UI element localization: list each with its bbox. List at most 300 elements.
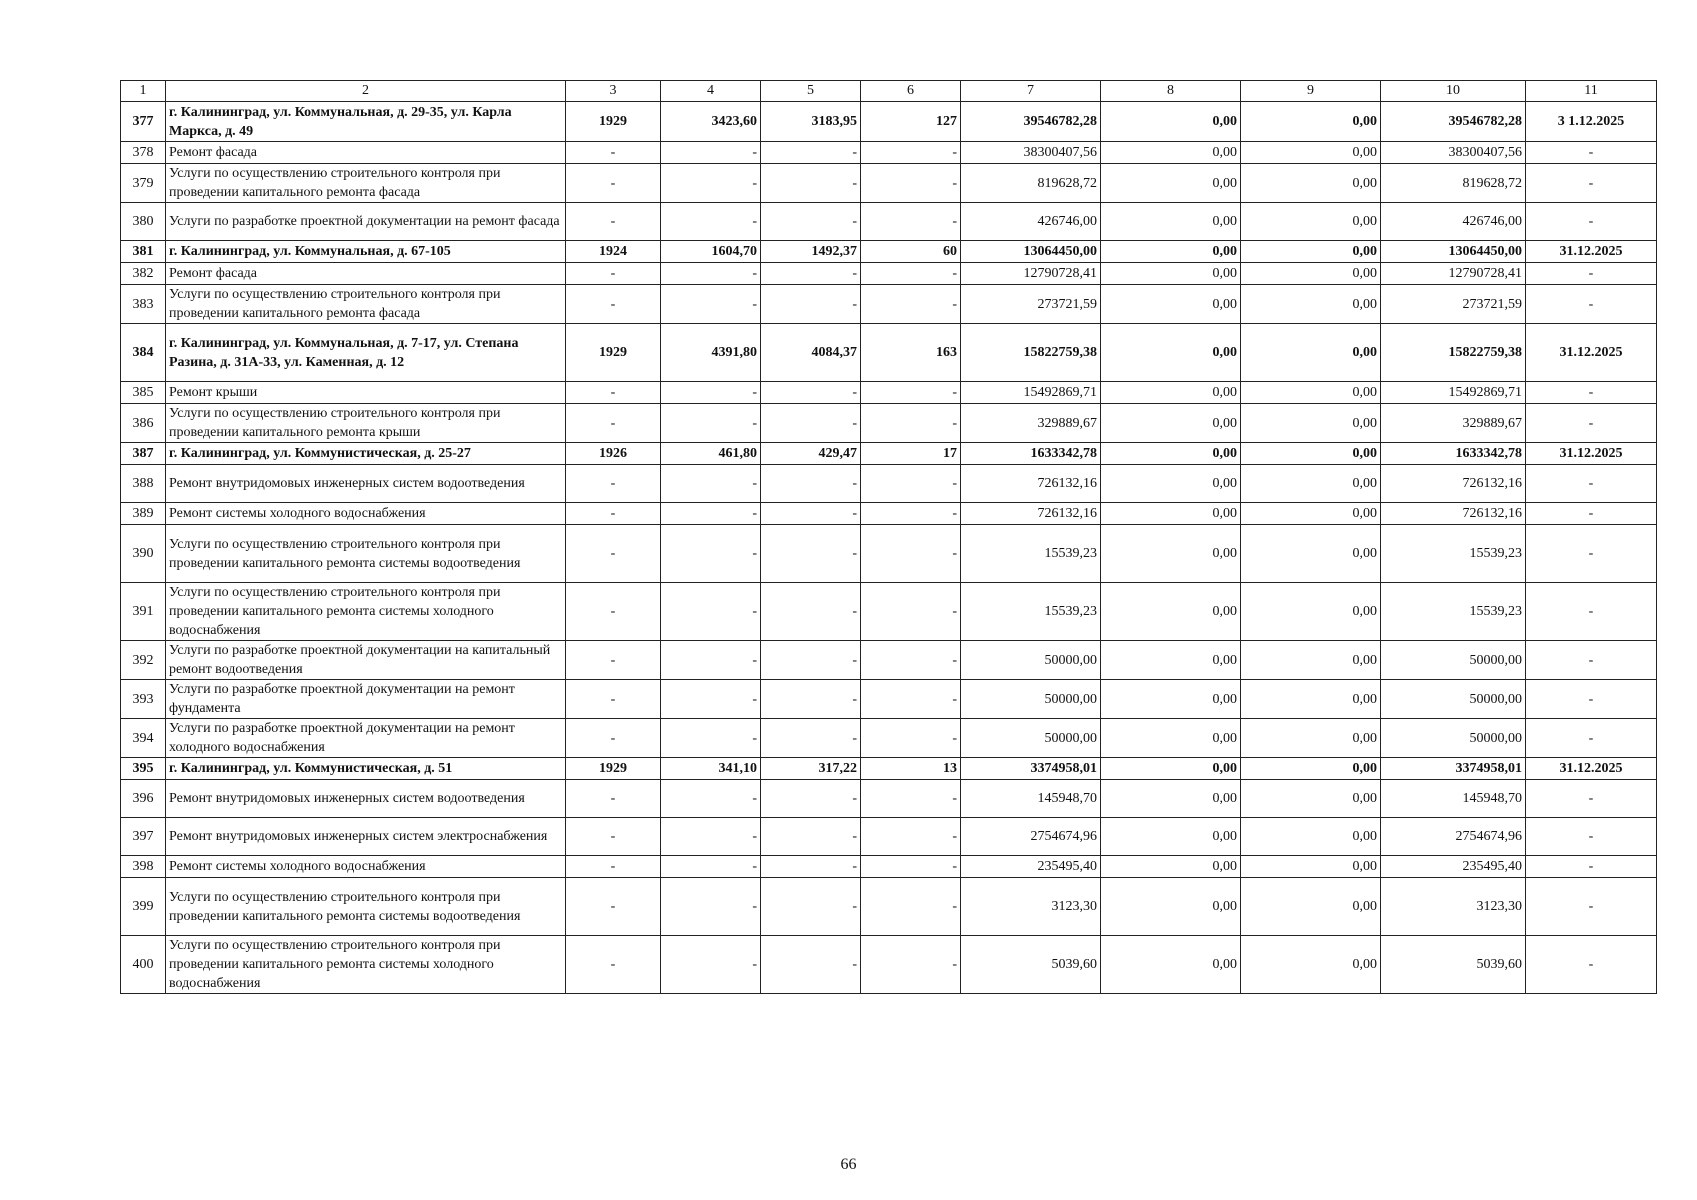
table-row <box>121 241 1657 263</box>
total-area-cell: - <box>661 583 761 641</box>
table-row <box>121 878 1657 936</box>
address-or-work-cell: Ремонт фасада <box>166 142 566 164</box>
column-number-10: 10 <box>1381 81 1526 102</box>
owner-funds-cell: 726132,16 <box>1381 465 1526 503</box>
federal-funds-cell: 0,00 <box>1101 680 1241 719</box>
row-number-cell: 379 <box>121 164 166 203</box>
residents-count-cell: - <box>861 680 961 719</box>
row-number-cell: 380 <box>121 203 166 241</box>
residents-count-cell: - <box>861 856 961 878</box>
total-area-cell: - <box>661 465 761 503</box>
address-or-work-cell: Ремонт крыши <box>166 382 566 404</box>
address-or-work-cell: г. Калининград, ул. Коммунальная, д. 7-17, ул. Степана Разина, д. 31А-33, ул. Каменная, д. 12 <box>166 324 566 382</box>
residents-count-cell: 17 <box>861 443 961 465</box>
federal-funds-cell: 0,00 <box>1101 241 1241 263</box>
commissioning-year-cell: - <box>566 680 661 719</box>
regional-funds-cell: 0,00 <box>1241 443 1381 465</box>
owner-funds-cell: 1633342,78 <box>1381 443 1526 465</box>
owner-funds-cell: 726132,16 <box>1381 503 1526 525</box>
residents-count-cell: - <box>861 263 961 285</box>
residents-count-cell: - <box>861 203 961 241</box>
owner-funds-cell: 273721,59 <box>1381 285 1526 324</box>
residents-count-cell: - <box>861 780 961 818</box>
total-area-cell: - <box>661 382 761 404</box>
row-number-cell: 391 <box>121 583 166 641</box>
residents-count-cell: - <box>861 164 961 203</box>
residents-count-cell: - <box>861 503 961 525</box>
table-body <box>121 81 1657 994</box>
table-row <box>121 525 1657 583</box>
address-or-work-cell: Ремонт внутридомовых инженерных систем электроснабжения <box>166 818 566 856</box>
total-cost-cell: 329889,67 <box>961 404 1101 443</box>
federal-funds-cell: 0,00 <box>1101 780 1241 818</box>
table-row <box>121 443 1657 465</box>
federal-funds-cell: 0,00 <box>1101 936 1241 994</box>
commissioning-year-cell: - <box>566 936 661 994</box>
total-area-cell: - <box>661 525 761 583</box>
regional-funds-cell: 0,00 <box>1241 525 1381 583</box>
commissioning-year-cell: - <box>566 583 661 641</box>
federal-funds-cell: 0,00 <box>1101 203 1241 241</box>
owner-funds-cell: 5039,60 <box>1381 936 1526 994</box>
total-area-cell: - <box>661 641 761 680</box>
owner-funds-cell: 3123,30 <box>1381 878 1526 936</box>
premises-area-cell: - <box>761 719 861 758</box>
regional-funds-cell: 0,00 <box>1241 404 1381 443</box>
commissioning-year-cell: 1929 <box>566 102 661 142</box>
commissioning-year-cell: - <box>566 404 661 443</box>
table-row <box>121 503 1657 525</box>
premises-area-cell: - <box>761 525 861 583</box>
regional-funds-cell: 0,00 <box>1241 241 1381 263</box>
row-number-cell: 390 <box>121 525 166 583</box>
table-row <box>121 680 1657 719</box>
total-cost-cell: 39546782,28 <box>961 102 1101 142</box>
residents-count-cell: - <box>861 404 961 443</box>
completion-date-cell: - <box>1526 525 1657 583</box>
address-or-work-cell: Ремонт системы холодного водоснабжения <box>166 856 566 878</box>
address-or-work-cell: г. Калининград, ул. Коммунальная, д. 29-35, ул. Карла Маркса, д. 49 <box>166 102 566 142</box>
federal-funds-cell: 0,00 <box>1101 758 1241 780</box>
table-row <box>121 856 1657 878</box>
premises-area-cell: - <box>761 285 861 324</box>
address-or-work-cell: Услуги по осуществлению строительного контроля при проведении капитального ремонта фасада <box>166 164 566 203</box>
commissioning-year-cell: - <box>566 203 661 241</box>
column-number-8: 8 <box>1101 81 1241 102</box>
total-area-cell: - <box>661 878 761 936</box>
column-number-4: 4 <box>661 81 761 102</box>
address-or-work-cell: г. Калининград, ул. Коммунальная, д. 67-105 <box>166 241 566 263</box>
regional-funds-cell: 0,00 <box>1241 758 1381 780</box>
federal-funds-cell: 0,00 <box>1101 641 1241 680</box>
federal-funds-cell: 0,00 <box>1101 263 1241 285</box>
owner-funds-cell: 2754674,96 <box>1381 818 1526 856</box>
address-or-work-cell: Ремонт фасада <box>166 263 566 285</box>
total-area-cell: 341,10 <box>661 758 761 780</box>
premises-area-cell: 3183,95 <box>761 102 861 142</box>
residents-count-cell: - <box>861 583 961 641</box>
residents-count-cell: - <box>861 525 961 583</box>
completion-date-cell: - <box>1526 680 1657 719</box>
completion-date-cell: - <box>1526 583 1657 641</box>
column-number-11: 11 <box>1526 81 1657 102</box>
regional-funds-cell: 0,00 <box>1241 465 1381 503</box>
federal-funds-cell: 0,00 <box>1101 525 1241 583</box>
regional-funds-cell: 0,00 <box>1241 641 1381 680</box>
completion-date-cell: - <box>1526 878 1657 936</box>
address-or-work-cell: Услуги по осуществлению строительного контроля при проведении капитального ремонта системы холодного водоснабжения <box>166 583 566 641</box>
table-row <box>121 641 1657 680</box>
table-row <box>121 583 1657 641</box>
row-number-cell: 384 <box>121 324 166 382</box>
total-area-cell: - <box>661 719 761 758</box>
row-number-cell: 386 <box>121 404 166 443</box>
owner-funds-cell: 50000,00 <box>1381 680 1526 719</box>
total-cost-cell: 15539,23 <box>961 525 1101 583</box>
table-row <box>121 324 1657 382</box>
commissioning-year-cell: - <box>566 856 661 878</box>
total-area-cell: - <box>661 936 761 994</box>
residents-count-cell: 127 <box>861 102 961 142</box>
table-row <box>121 936 1657 994</box>
residents-count-cell: 13 <box>861 758 961 780</box>
premises-area-cell: - <box>761 164 861 203</box>
residents-count-cell: - <box>861 818 961 856</box>
table-row <box>121 382 1657 404</box>
owner-funds-cell: 15539,23 <box>1381 525 1526 583</box>
address-or-work-cell: Услуги по осуществлению строительного контроля при проведении капитального ремонта системы холодного водоснабжения <box>166 936 566 994</box>
regional-funds-cell: 0,00 <box>1241 680 1381 719</box>
owner-funds-cell: 145948,70 <box>1381 780 1526 818</box>
regional-funds-cell: 0,00 <box>1241 719 1381 758</box>
address-or-work-cell: Услуги по разработке проектной документации на ремонт фундамента <box>166 680 566 719</box>
total-area-cell: - <box>661 164 761 203</box>
regional-funds-cell: 0,00 <box>1241 878 1381 936</box>
column-number-9: 9 <box>1241 81 1381 102</box>
total-cost-cell: 50000,00 <box>961 680 1101 719</box>
row-number-cell: 385 <box>121 382 166 404</box>
owner-funds-cell: 15822759,38 <box>1381 324 1526 382</box>
regional-funds-cell: 0,00 <box>1241 285 1381 324</box>
completion-date-cell: - <box>1526 641 1657 680</box>
owner-funds-cell: 50000,00 <box>1381 641 1526 680</box>
regional-funds-cell: 0,00 <box>1241 818 1381 856</box>
regional-funds-cell: 0,00 <box>1241 780 1381 818</box>
total-area-cell: - <box>661 203 761 241</box>
premises-area-cell: - <box>761 936 861 994</box>
residents-count-cell: - <box>861 878 961 936</box>
premises-area-cell: - <box>761 203 861 241</box>
row-number-cell: 400 <box>121 936 166 994</box>
table-row <box>121 285 1657 324</box>
residents-count-cell: - <box>861 641 961 680</box>
commissioning-year-cell: - <box>566 878 661 936</box>
federal-funds-cell: 0,00 <box>1101 719 1241 758</box>
address-or-work-cell: Услуги по осуществлению строительного контроля при проведении капитального ремонта системы водоотведения <box>166 525 566 583</box>
federal-funds-cell: 0,00 <box>1101 443 1241 465</box>
address-or-work-cell: Ремонт внутридомовых инженерных систем водоотведения <box>166 780 566 818</box>
owner-funds-cell: 329889,67 <box>1381 404 1526 443</box>
commissioning-year-cell: - <box>566 263 661 285</box>
row-number-cell: 393 <box>121 680 166 719</box>
total-area-cell: 461,80 <box>661 443 761 465</box>
premises-area-cell: - <box>761 780 861 818</box>
completion-date-cell: - <box>1526 263 1657 285</box>
row-number-cell: 382 <box>121 263 166 285</box>
total-cost-cell: 726132,16 <box>961 465 1101 503</box>
total-cost-cell: 38300407,56 <box>961 142 1101 164</box>
federal-funds-cell: 0,00 <box>1101 324 1241 382</box>
row-number-cell: 389 <box>121 503 166 525</box>
residents-count-cell: - <box>861 382 961 404</box>
premises-area-cell: - <box>761 465 861 503</box>
total-cost-cell: 726132,16 <box>961 503 1101 525</box>
federal-funds-cell: 0,00 <box>1101 465 1241 503</box>
table-row <box>121 719 1657 758</box>
column-number-7: 7 <box>961 81 1101 102</box>
commissioning-year-cell: - <box>566 164 661 203</box>
total-cost-cell: 1633342,78 <box>961 443 1101 465</box>
total-cost-cell: 12790728,41 <box>961 263 1101 285</box>
row-number-cell: 397 <box>121 818 166 856</box>
commissioning-year-cell: - <box>566 818 661 856</box>
total-area-cell: - <box>661 142 761 164</box>
regional-funds-cell: 0,00 <box>1241 203 1381 241</box>
completion-date-cell: - <box>1526 142 1657 164</box>
total-area-cell: - <box>661 285 761 324</box>
premises-area-cell: - <box>761 680 861 719</box>
total-cost-cell: 2754674,96 <box>961 818 1101 856</box>
federal-funds-cell: 0,00 <box>1101 856 1241 878</box>
total-cost-cell: 15492869,71 <box>961 382 1101 404</box>
owner-funds-cell: 13064450,00 <box>1381 241 1526 263</box>
row-number-cell: 395 <box>121 758 166 780</box>
owner-funds-cell: 12790728,41 <box>1381 263 1526 285</box>
residents-count-cell: - <box>861 936 961 994</box>
page-number: 66 <box>840 1156 857 1173</box>
owner-funds-cell: 15492869,71 <box>1381 382 1526 404</box>
commissioning-year-cell: - <box>566 285 661 324</box>
residents-count-cell: - <box>861 465 961 503</box>
total-area-cell: - <box>661 680 761 719</box>
row-number-cell: 387 <box>121 443 166 465</box>
federal-funds-cell: 0,00 <box>1101 818 1241 856</box>
federal-funds-cell: 0,00 <box>1101 285 1241 324</box>
commissioning-year-cell: - <box>566 525 661 583</box>
total-cost-cell: 3374958,01 <box>961 758 1101 780</box>
table-row <box>121 164 1657 203</box>
residents-count-cell: - <box>861 285 961 324</box>
owner-funds-cell: 426746,00 <box>1381 203 1526 241</box>
premises-area-cell: - <box>761 503 861 525</box>
owner-funds-cell: 50000,00 <box>1381 719 1526 758</box>
total-cost-cell: 5039,60 <box>961 936 1101 994</box>
regional-funds-cell: 0,00 <box>1241 382 1381 404</box>
total-area-cell: - <box>661 503 761 525</box>
federal-funds-cell: 0,00 <box>1101 142 1241 164</box>
residents-count-cell: 60 <box>861 241 961 263</box>
table-row <box>121 465 1657 503</box>
total-cost-cell: 235495,40 <box>961 856 1101 878</box>
table-row <box>121 818 1657 856</box>
commissioning-year-cell: - <box>566 142 661 164</box>
table-row <box>121 203 1657 241</box>
row-number-cell: 392 <box>121 641 166 680</box>
table-row <box>121 404 1657 443</box>
address-or-work-cell: Услуги по разработке проектной документации на ремонт холодного водоснабжения <box>166 719 566 758</box>
federal-funds-cell: 0,00 <box>1101 878 1241 936</box>
premises-area-cell: - <box>761 583 861 641</box>
completion-date-cell: - <box>1526 285 1657 324</box>
completion-date-cell: 31.12.2025 <box>1526 241 1657 263</box>
address-or-work-cell: Услуги по осуществлению строительного контроля при проведении капитального ремонта крыши <box>166 404 566 443</box>
premises-area-cell: - <box>761 878 861 936</box>
total-area-cell: - <box>661 404 761 443</box>
table-row <box>121 758 1657 780</box>
address-or-work-cell: Услуги по осуществлению строительного контроля при проведении капитального ремонта фасада <box>166 285 566 324</box>
address-or-work-cell: г. Калининград, ул. Коммунистическая, д. 51 <box>166 758 566 780</box>
premises-area-cell: - <box>761 142 861 164</box>
premises-area-cell: - <box>761 856 861 878</box>
row-number-cell: 383 <box>121 285 166 324</box>
address-or-work-cell: г. Калининград, ул. Коммунистическая, д. 25-27 <box>166 443 566 465</box>
completion-date-cell: 3 1.12.2025 <box>1526 102 1657 142</box>
table-row <box>121 780 1657 818</box>
premises-area-cell: - <box>761 404 861 443</box>
premises-area-cell: - <box>761 641 861 680</box>
premises-area-cell: - <box>761 382 861 404</box>
total-cost-cell: 15822759,38 <box>961 324 1101 382</box>
total-cost-cell: 145948,70 <box>961 780 1101 818</box>
completion-date-cell: - <box>1526 936 1657 994</box>
commissioning-year-cell: - <box>566 503 661 525</box>
column-number-5: 5 <box>761 81 861 102</box>
column-number-3: 3 <box>566 81 661 102</box>
completion-date-cell: 31.12.2025 <box>1526 324 1657 382</box>
regional-funds-cell: 0,00 <box>1241 856 1381 878</box>
completion-date-cell: - <box>1526 818 1657 856</box>
federal-funds-cell: 0,00 <box>1101 382 1241 404</box>
owner-funds-cell: 819628,72 <box>1381 164 1526 203</box>
federal-funds-cell: 0,00 <box>1101 503 1241 525</box>
completion-date-cell: - <box>1526 382 1657 404</box>
premises-area-cell: 317,22 <box>761 758 861 780</box>
completion-date-cell: - <box>1526 719 1657 758</box>
total-cost-cell: 15539,23 <box>961 583 1101 641</box>
premises-area-cell: - <box>761 818 861 856</box>
federal-funds-cell: 0,00 <box>1101 102 1241 142</box>
column-number-1: 1 <box>121 81 166 102</box>
total-area-cell: - <box>661 818 761 856</box>
total-cost-cell: 3123,30 <box>961 878 1101 936</box>
row-number-cell: 377 <box>121 102 166 142</box>
commissioning-year-cell: - <box>566 641 661 680</box>
commissioning-year-cell: - <box>566 382 661 404</box>
commissioning-year-cell: - <box>566 465 661 503</box>
completion-date-cell: 31.12.2025 <box>1526 758 1657 780</box>
residents-count-cell: - <box>861 142 961 164</box>
commissioning-year-cell: 1924 <box>566 241 661 263</box>
federal-funds-cell: 0,00 <box>1101 583 1241 641</box>
table-row <box>121 263 1657 285</box>
completion-date-cell: - <box>1526 203 1657 241</box>
total-cost-cell: 273721,59 <box>961 285 1101 324</box>
row-number-cell: 381 <box>121 241 166 263</box>
premises-area-cell: 4084,37 <box>761 324 861 382</box>
regional-funds-cell: 0,00 <box>1241 503 1381 525</box>
repair-program-table <box>120 80 1657 994</box>
commissioning-year-cell: - <box>566 719 661 758</box>
total-area-cell: - <box>661 780 761 818</box>
completion-date-cell: - <box>1526 503 1657 525</box>
column-number-2: 2 <box>166 81 566 102</box>
premises-area-cell: - <box>761 263 861 285</box>
row-number-cell: 398 <box>121 856 166 878</box>
regional-funds-cell: 0,00 <box>1241 936 1381 994</box>
owner-funds-cell: 15539,23 <box>1381 583 1526 641</box>
total-cost-cell: 819628,72 <box>961 164 1101 203</box>
residents-count-cell: - <box>861 719 961 758</box>
regional-funds-cell: 0,00 <box>1241 583 1381 641</box>
commissioning-year-cell: - <box>566 780 661 818</box>
regional-funds-cell: 0,00 <box>1241 142 1381 164</box>
completion-date-cell: - <box>1526 164 1657 203</box>
row-number-cell: 396 <box>121 780 166 818</box>
premises-area-cell: 1492,37 <box>761 241 861 263</box>
address-or-work-cell: Ремонт системы холодного водоснабжения <box>166 503 566 525</box>
total-area-cell: 3423,60 <box>661 102 761 142</box>
total-area-cell: - <box>661 263 761 285</box>
table-row <box>121 142 1657 164</box>
owner-funds-cell: 3374958,01 <box>1381 758 1526 780</box>
regional-funds-cell: 0,00 <box>1241 263 1381 285</box>
column-number-6: 6 <box>861 81 961 102</box>
table-row <box>121 102 1657 142</box>
total-cost-cell: 13064450,00 <box>961 241 1101 263</box>
regional-funds-cell: 0,00 <box>1241 164 1381 203</box>
commissioning-year-cell: 1929 <box>566 324 661 382</box>
regional-funds-cell: 0,00 <box>1241 102 1381 142</box>
total-area-cell: 4391,80 <box>661 324 761 382</box>
address-or-work-cell: Услуги по осуществлению строительного контроля при проведении капитального ремонта системы водоотведения <box>166 878 566 936</box>
completion-date-cell: - <box>1526 465 1657 503</box>
total-cost-cell: 426746,00 <box>961 203 1101 241</box>
federal-funds-cell: 0,00 <box>1101 404 1241 443</box>
completion-date-cell: - <box>1526 780 1657 818</box>
completion-date-cell: - <box>1526 856 1657 878</box>
residents-count-cell: 163 <box>861 324 961 382</box>
owner-funds-cell: 38300407,56 <box>1381 142 1526 164</box>
owner-funds-cell: 39546782,28 <box>1381 102 1526 142</box>
row-number-cell: 388 <box>121 465 166 503</box>
row-number-cell: 399 <box>121 878 166 936</box>
commissioning-year-cell: 1929 <box>566 758 661 780</box>
address-or-work-cell: Ремонт внутридомовых инженерных систем водоотведения <box>166 465 566 503</box>
completion-date-cell: - <box>1526 404 1657 443</box>
address-or-work-cell: Услуги по разработке проектной документации на ремонт фасада <box>166 203 566 241</box>
row-number-cell: 394 <box>121 719 166 758</box>
federal-funds-cell: 0,00 <box>1101 164 1241 203</box>
total-cost-cell: 50000,00 <box>961 719 1101 758</box>
row-number-cell: 378 <box>121 142 166 164</box>
column-number-row <box>121 81 1657 102</box>
completion-date-cell: 31.12.2025 <box>1526 443 1657 465</box>
commissioning-year-cell: 1926 <box>566 443 661 465</box>
regional-funds-cell: 0,00 <box>1241 324 1381 382</box>
address-or-work-cell: Услуги по разработке проектной документации на капитальный ремонт водоотведения <box>166 641 566 680</box>
total-area-cell: - <box>661 856 761 878</box>
premises-area-cell: 429,47 <box>761 443 861 465</box>
